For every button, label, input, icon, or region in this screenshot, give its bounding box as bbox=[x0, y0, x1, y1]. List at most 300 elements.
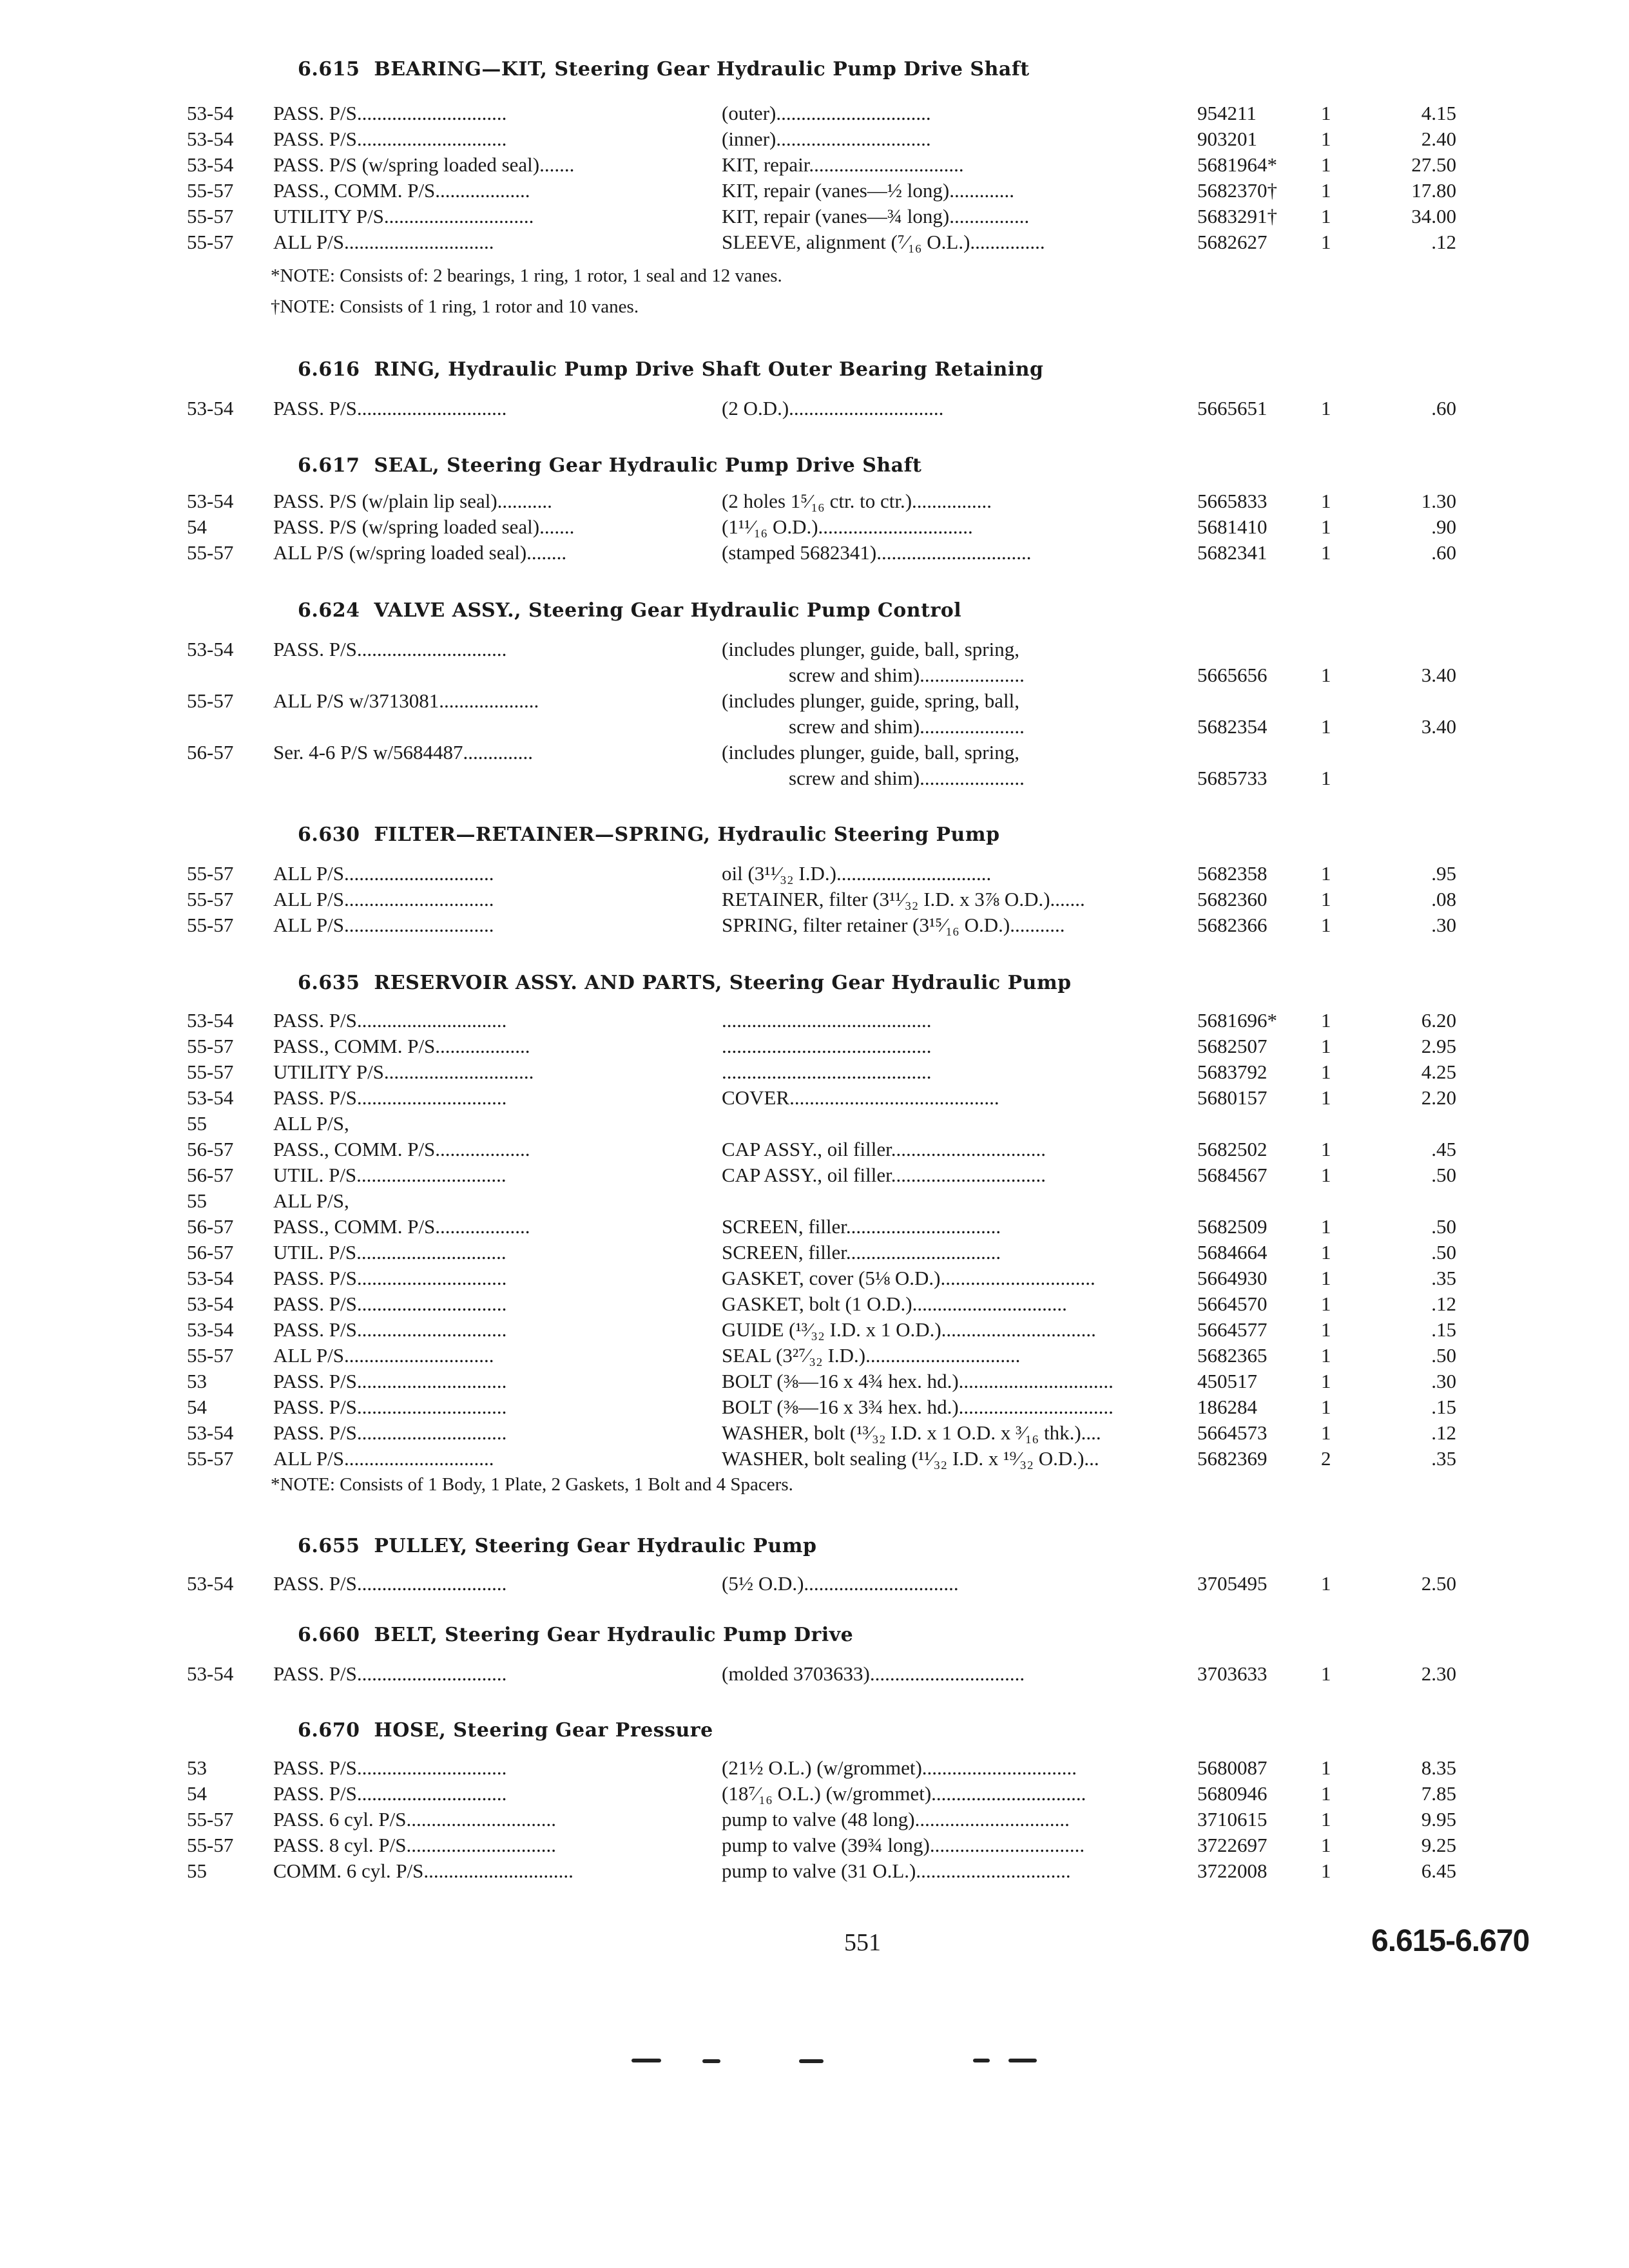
quantity: 1 bbox=[1321, 862, 1331, 885]
quantity: 1 bbox=[1321, 397, 1331, 419]
quantity: 1 bbox=[1321, 1782, 1331, 1805]
table-row bbox=[0, 1396, 1629, 1423]
quantity: 1 bbox=[1321, 1241, 1331, 1264]
model-description: UTILITY P/S.............................. bbox=[273, 205, 534, 227]
table-row bbox=[0, 1138, 1629, 1165]
table-row bbox=[0, 397, 1629, 424]
price: 2.20 bbox=[1421, 1086, 1456, 1109]
part-description: CAP ASSY., oil filler............................... bbox=[722, 1138, 1046, 1160]
quantity: 1 bbox=[1321, 128, 1331, 150]
price: .45 bbox=[1431, 1138, 1456, 1160]
section-heading bbox=[298, 1719, 713, 1742]
part-number: 5685733 bbox=[1197, 767, 1268, 789]
part-number: 3722697 bbox=[1197, 1834, 1268, 1856]
quantity: 1 bbox=[1321, 1009, 1331, 1032]
part-description-continued: screw and shim)..................... bbox=[789, 664, 1025, 686]
section-number: 6.635 bbox=[298, 972, 360, 994]
table-row bbox=[0, 1293, 1629, 1320]
model-year: 53-54 bbox=[187, 128, 234, 150]
model-year: 53 bbox=[187, 1756, 207, 1779]
table-row bbox=[0, 1241, 1629, 1268]
price: 8.35 bbox=[1421, 1756, 1456, 1779]
model-description: PASS. P/S.............................. bbox=[273, 1421, 507, 1444]
part-description: SLEEVE, alignment (⁷⁄₁₆ O.L.)............... bbox=[722, 231, 1045, 253]
section-number: 6.615 bbox=[298, 58, 360, 81]
quantity: 1 bbox=[1321, 1421, 1331, 1444]
model-year: 55 bbox=[187, 1189, 207, 1212]
table-row-continuation bbox=[0, 664, 1629, 691]
quantity: 1 bbox=[1321, 1215, 1331, 1238]
model-year: 54 bbox=[187, 1396, 207, 1418]
section-heading bbox=[298, 972, 1072, 994]
part-number: 3722008 bbox=[1197, 1860, 1268, 1882]
part-number: 5682509 bbox=[1197, 1215, 1268, 1238]
table-row bbox=[0, 102, 1629, 129]
quantity: 1 bbox=[1321, 102, 1331, 124]
model-description: ALL P/S.............................. bbox=[273, 1447, 494, 1470]
part-number: 5682502 bbox=[1197, 1138, 1268, 1160]
price: 3.40 bbox=[1421, 715, 1456, 738]
table-row bbox=[0, 638, 1629, 665]
part-description: (stamped 5682341)............................... bbox=[722, 541, 1032, 564]
part-number: 5664573 bbox=[1197, 1421, 1268, 1444]
part-number: 5683291† bbox=[1197, 205, 1277, 227]
model-description: Ser. 4-6 P/S w/5684487.............. bbox=[273, 741, 534, 764]
section-heading bbox=[298, 1624, 853, 1646]
table-row bbox=[0, 1756, 1629, 1783]
table-row bbox=[0, 862, 1629, 889]
section-title: FILTER—RETAINER—SPRING, Hydraulic Steering Pump bbox=[374, 823, 1000, 846]
part-description: KIT, repair (vanes—¾ long)................ bbox=[722, 205, 1030, 227]
quantity: 1 bbox=[1321, 664, 1331, 686]
model-year: 56-57 bbox=[187, 1138, 234, 1160]
price: .50 bbox=[1431, 1164, 1456, 1186]
table-row bbox=[0, 1344, 1629, 1371]
model-description: PASS. P/S.............................. bbox=[273, 1662, 507, 1685]
table-row bbox=[0, 741, 1629, 768]
quantity: 1 bbox=[1321, 1035, 1331, 1057]
part-description: BOLT (⅜—16 x 4¾ hex. hd.)............................... bbox=[722, 1370, 1113, 1392]
model-description: PASS. P/S (w/spring loaded seal)....... bbox=[273, 515, 575, 538]
quantity: 1 bbox=[1321, 541, 1331, 564]
section-range: 6.615-6.670 bbox=[1371, 1924, 1530, 1958]
model-year: 56-57 bbox=[187, 1164, 234, 1186]
quantity: 1 bbox=[1321, 1138, 1331, 1160]
section-number: 6.630 bbox=[298, 823, 360, 846]
price: 2.40 bbox=[1421, 128, 1456, 150]
model-year: 53-54 bbox=[187, 397, 234, 419]
model-description: PASS. P/S.............................. bbox=[273, 102, 507, 124]
price: 34.00 bbox=[1411, 205, 1456, 227]
part-description: GASKET, bolt (1 O.D.)............................... bbox=[722, 1293, 1067, 1315]
part-description: KIT, repair (vanes—½ long)............. bbox=[722, 179, 1014, 202]
table-row bbox=[0, 541, 1629, 568]
part-number: 5684567 bbox=[1197, 1164, 1268, 1186]
model-year: 55 bbox=[187, 1112, 207, 1135]
part-number: 5665651 bbox=[1197, 397, 1268, 419]
part-number: 5680087 bbox=[1197, 1756, 1268, 1779]
table-row bbox=[0, 1662, 1629, 1689]
model-year: 55-57 bbox=[187, 689, 234, 712]
section-title: HOSE, Steering Gear Pressure bbox=[374, 1719, 713, 1742]
model-year: 53-54 bbox=[187, 1086, 234, 1109]
model-year: 55-57 bbox=[187, 1035, 234, 1057]
part-description: (includes plunger, guide, spring, ball, bbox=[722, 689, 1019, 712]
part-description-continued: screw and shim)..................... bbox=[789, 767, 1025, 789]
part-number: 5682507 bbox=[1197, 1035, 1268, 1057]
quantity: 1 bbox=[1321, 1396, 1331, 1418]
quantity: 1 bbox=[1321, 1662, 1331, 1685]
model-year: 53-54 bbox=[187, 1572, 234, 1595]
part-description: SCREEN, filler............................... bbox=[722, 1215, 1001, 1238]
table-row bbox=[0, 914, 1629, 941]
price: 2.95 bbox=[1421, 1035, 1456, 1057]
part-number: 5682627 bbox=[1197, 231, 1268, 253]
price: .50 bbox=[1431, 1241, 1456, 1264]
model-description: PASS. P/S.............................. bbox=[273, 1572, 507, 1595]
model-year: 54 bbox=[187, 515, 207, 538]
scan-mark bbox=[799, 2059, 824, 2063]
model-year: 53-54 bbox=[187, 638, 234, 660]
table-row bbox=[0, 153, 1629, 180]
model-year: 55-57 bbox=[187, 1834, 234, 1856]
part-number: 450517 bbox=[1197, 1370, 1257, 1392]
model-description: PASS. 6 cyl. P/S.............................. bbox=[273, 1808, 556, 1831]
model-description: PASS. P/S (w/plain lip seal)........... bbox=[273, 490, 552, 512]
table-row bbox=[0, 1086, 1629, 1113]
table-row bbox=[0, 1808, 1629, 1835]
table-row bbox=[0, 1061, 1629, 1088]
price: .35 bbox=[1431, 1267, 1456, 1289]
model-description: PASS. P/S.............................. bbox=[273, 1756, 507, 1779]
model-year: 56-57 bbox=[187, 1241, 234, 1264]
part-description: (18⁷⁄₁₆ O.L.) (w/grommet)............................... bbox=[722, 1782, 1086, 1805]
part-description: pump to valve (31 O.L.)............................... bbox=[722, 1860, 1071, 1882]
part-description: GUIDE (¹³⁄₃₂ I.D. x 1 O.D.)............................... bbox=[722, 1318, 1096, 1341]
table-row bbox=[0, 1860, 1629, 1887]
table-row-continuation bbox=[0, 767, 1629, 794]
table-row bbox=[0, 1189, 1629, 1216]
model-description: UTIL. P/S.............................. bbox=[273, 1164, 506, 1186]
table-row bbox=[0, 1782, 1629, 1809]
table-row bbox=[0, 1035, 1629, 1062]
model-description: PASS. P/S.............................. bbox=[273, 128, 507, 150]
model-description: PASS., COMM. P/S................... bbox=[273, 1138, 530, 1160]
price: 6.20 bbox=[1421, 1009, 1456, 1032]
part-number: 5664570 bbox=[1197, 1293, 1268, 1315]
price: .35 bbox=[1431, 1447, 1456, 1470]
part-number: 5682365 bbox=[1197, 1344, 1268, 1367]
table-row bbox=[0, 1421, 1629, 1448]
part-number: 5680157 bbox=[1197, 1086, 1268, 1109]
model-description: PASS. P/S.............................. bbox=[273, 1267, 507, 1289]
quantity: 1 bbox=[1321, 1756, 1331, 1779]
part-number: 5664930 bbox=[1197, 1267, 1268, 1289]
price: .12 bbox=[1431, 231, 1456, 253]
section-title: BEARING—KIT, Steering Gear Hydraulic Pump Drive Shaft bbox=[374, 58, 1030, 81]
part-description: .......................................... bbox=[722, 1009, 932, 1032]
model-year: 56-57 bbox=[187, 741, 234, 764]
model-description: ALL P/S.............................. bbox=[273, 888, 494, 910]
model-description: PASS. P/S.............................. bbox=[273, 1009, 507, 1032]
model-year: 55-57 bbox=[187, 888, 234, 910]
model-description: PASS. P/S.............................. bbox=[273, 638, 507, 660]
price: .15 bbox=[1431, 1396, 1456, 1418]
section-title: RESERVOIR ASSY. AND PARTS, Steering Gear Hydraulic Pump bbox=[374, 972, 1072, 994]
price: .95 bbox=[1431, 862, 1456, 885]
part-number: 5665656 bbox=[1197, 664, 1268, 686]
price: .12 bbox=[1431, 1421, 1456, 1444]
part-number: 5664577 bbox=[1197, 1318, 1268, 1341]
footnote: †NOTE: Consists of 1 ring, 1 rotor and 10 vanes. bbox=[271, 296, 639, 317]
part-number: 5682358 bbox=[1197, 862, 1268, 885]
section-heading bbox=[298, 358, 1043, 381]
quantity: 1 bbox=[1321, 179, 1331, 202]
part-description: (inner)............................... bbox=[722, 128, 931, 150]
model-description: PASS. P/S.............................. bbox=[273, 1396, 507, 1418]
quantity: 1 bbox=[1321, 515, 1331, 538]
price: .15 bbox=[1431, 1318, 1456, 1341]
part-description: SCREEN, filler............................... bbox=[722, 1241, 1001, 1264]
part-number: 954211 bbox=[1197, 102, 1257, 124]
section-number: 6.655 bbox=[298, 1535, 360, 1557]
model-description: PASS. P/S.............................. bbox=[273, 1782, 507, 1805]
quantity: 1 bbox=[1321, 914, 1331, 936]
model-year: 55-57 bbox=[187, 1061, 234, 1083]
quantity: 1 bbox=[1321, 490, 1331, 512]
model-description: PASS., COMM. P/S................... bbox=[273, 179, 530, 202]
table-row bbox=[0, 1318, 1629, 1345]
quantity: 1 bbox=[1321, 1572, 1331, 1595]
scan-mark bbox=[631, 2059, 661, 2062]
model-year: 55-57 bbox=[187, 231, 234, 253]
part-description: (5½ O.D.)............................... bbox=[722, 1572, 959, 1595]
price: 27.50 bbox=[1411, 153, 1456, 176]
section-title: PULLEY, Steering Gear Hydraulic Pump bbox=[374, 1535, 817, 1557]
scan-mark bbox=[1008, 2059, 1037, 2062]
section-number: 6.670 bbox=[298, 1719, 360, 1742]
part-number: 5682366 bbox=[1197, 914, 1268, 936]
footnote: *NOTE: Consists of: 2 bearings, 1 ring, 1 rotor, 1 seal and 12 vanes. bbox=[271, 265, 782, 286]
price: .12 bbox=[1431, 1293, 1456, 1315]
part-description: (includes plunger, guide, ball, spring, bbox=[722, 638, 1019, 660]
model-year: 56-57 bbox=[187, 1215, 234, 1238]
model-description: PASS. P/S.............................. bbox=[273, 1318, 507, 1341]
part-description: COVER.......................................... bbox=[722, 1086, 999, 1109]
price: 3.40 bbox=[1421, 664, 1456, 686]
model-year: 55-57 bbox=[187, 914, 234, 936]
price: .08 bbox=[1431, 888, 1456, 910]
model-description: ALL P/S.............................. bbox=[273, 231, 494, 253]
price: 9.25 bbox=[1421, 1834, 1456, 1856]
table-row bbox=[0, 1267, 1629, 1294]
price: 2.30 bbox=[1421, 1662, 1456, 1685]
price: .60 bbox=[1431, 397, 1456, 419]
table-row bbox=[0, 1215, 1629, 1242]
table-row bbox=[0, 1447, 1629, 1474]
quantity: 1 bbox=[1321, 1344, 1331, 1367]
section-heading bbox=[298, 58, 1030, 81]
part-description: (molded 3703633)............................... bbox=[722, 1662, 1025, 1685]
model-description: PASS. P/S.............................. bbox=[273, 397, 507, 419]
part-description: (21½ O.L.) (w/grommet)............................... bbox=[722, 1756, 1077, 1779]
section-title: RING, Hydraulic Pump Drive Shaft Outer Bearing Retaining bbox=[374, 358, 1044, 381]
part-number: 3705495 bbox=[1197, 1572, 1268, 1595]
model-year: 53-54 bbox=[187, 102, 234, 124]
part-number: 903201 bbox=[1197, 128, 1257, 150]
part-description: oil (3¹¹⁄₃₂ I.D.)............................... bbox=[722, 862, 992, 885]
part-number: 5682370† bbox=[1197, 179, 1277, 202]
model-description: PASS. P/S (w/spring loaded seal)....... bbox=[273, 153, 575, 176]
model-year: 53-54 bbox=[187, 1293, 234, 1315]
model-description: ALL P/S w/3713081.................... bbox=[273, 689, 539, 712]
model-year: 55 bbox=[187, 1860, 207, 1882]
model-year: 55-57 bbox=[187, 1808, 234, 1831]
part-description: pump to valve (48 long)............................... bbox=[722, 1808, 1070, 1831]
quantity: 1 bbox=[1321, 1086, 1331, 1109]
part-description: pump to valve (39¾ long)............................... bbox=[722, 1834, 1085, 1856]
model-description: PASS. P/S.............................. bbox=[273, 1086, 507, 1109]
quantity: 1 bbox=[1321, 1834, 1331, 1856]
model-year: 53-54 bbox=[187, 1318, 234, 1341]
price: 6.45 bbox=[1421, 1860, 1456, 1882]
model-year: 55-57 bbox=[187, 179, 234, 202]
section-number: 6.624 bbox=[298, 599, 360, 622]
price: 9.95 bbox=[1421, 1808, 1456, 1831]
table-row bbox=[0, 128, 1629, 155]
quantity: 1 bbox=[1321, 231, 1331, 253]
section-heading bbox=[298, 823, 1000, 846]
table-row bbox=[0, 515, 1629, 543]
table-row bbox=[0, 1370, 1629, 1397]
section-heading bbox=[298, 1535, 816, 1557]
table-row bbox=[0, 490, 1629, 517]
section-number: 6.617 bbox=[298, 454, 360, 477]
part-description: CAP ASSY., oil filler............................... bbox=[722, 1164, 1046, 1186]
model-description: COMM. 6 cyl. P/S.............................. bbox=[273, 1860, 574, 1882]
model-description: PASS., COMM. P/S................... bbox=[273, 1035, 530, 1057]
price: .50 bbox=[1431, 1344, 1456, 1367]
part-number: 5682360 bbox=[1197, 888, 1268, 910]
model-year: 55-57 bbox=[187, 862, 234, 885]
part-description: SEAL (3²⁷⁄₃₂ I.D.)............................... bbox=[722, 1344, 1021, 1367]
quantity: 1 bbox=[1321, 1808, 1331, 1831]
quantity: 1 bbox=[1321, 767, 1331, 789]
model-year: 53-54 bbox=[187, 490, 234, 512]
section-number: 6.616 bbox=[298, 358, 360, 381]
quantity: 1 bbox=[1321, 205, 1331, 227]
price: 17.80 bbox=[1411, 179, 1456, 202]
section-heading bbox=[298, 599, 961, 622]
quantity: 1 bbox=[1321, 1318, 1331, 1341]
part-description: (1¹¹⁄₁₆ O.D.)............................... bbox=[722, 515, 973, 538]
quantity: 1 bbox=[1321, 1860, 1331, 1882]
model-description: ALL P/S.............................. bbox=[273, 862, 494, 885]
part-number: 186284 bbox=[1197, 1396, 1257, 1418]
model-description: ALL P/S (w/spring loaded seal)........ bbox=[273, 541, 567, 564]
part-number: 3710615 bbox=[1197, 1808, 1268, 1831]
scan-mark bbox=[973, 2059, 990, 2062]
model-description: UTILITY P/S.............................. bbox=[273, 1061, 534, 1083]
quantity: 1 bbox=[1321, 715, 1331, 738]
table-row bbox=[0, 888, 1629, 915]
scan-mark bbox=[702, 2059, 720, 2063]
part-description: KIT, repair............................... bbox=[722, 153, 964, 176]
part-number: 3703633 bbox=[1197, 1662, 1268, 1685]
model-description: PASS. P/S.............................. bbox=[273, 1370, 507, 1392]
part-description: .......................................... bbox=[722, 1061, 932, 1083]
quantity: 1 bbox=[1321, 1293, 1331, 1315]
part-description: GASKET, cover (5⅛ O.D.)............................... bbox=[722, 1267, 1095, 1289]
part-description: .......................................... bbox=[722, 1035, 932, 1057]
part-number: 5665833 bbox=[1197, 490, 1268, 512]
quantity: 1 bbox=[1321, 1267, 1331, 1289]
part-number: 5684664 bbox=[1197, 1241, 1268, 1264]
model-year: 55-57 bbox=[187, 1447, 234, 1470]
quantity: 1 bbox=[1321, 1164, 1331, 1186]
section-number: 6.660 bbox=[298, 1624, 360, 1646]
quantity: 1 bbox=[1321, 1370, 1331, 1392]
model-year: 53-54 bbox=[187, 1267, 234, 1289]
price: 7.85 bbox=[1421, 1782, 1456, 1805]
part-description: RETAINER, filter (3¹¹⁄₃₂ I.D. x 3⅞ O.D.)....... bbox=[722, 888, 1085, 910]
model-description: UTIL. P/S.............................. bbox=[273, 1241, 506, 1264]
part-description: (2 holes 1⁵⁄₁₆ ctr. to ctr.)................ bbox=[722, 490, 992, 512]
part-number: 5681964* bbox=[1197, 153, 1277, 176]
part-number: 5681696* bbox=[1197, 1009, 1277, 1032]
part-description-continued: screw and shim)..................... bbox=[789, 715, 1025, 738]
model-year: 54 bbox=[187, 1782, 207, 1805]
model-description: PASS. 8 cyl. P/S.............................. bbox=[273, 1834, 556, 1856]
model-year: 53-54 bbox=[187, 1662, 234, 1685]
part-description: SPRING, filter retainer (3¹⁵⁄₁₆ O.D.)........... bbox=[722, 914, 1065, 936]
part-number: 5682354 bbox=[1197, 715, 1268, 738]
model-description: ALL P/S.............................. bbox=[273, 1344, 494, 1367]
price: 4.15 bbox=[1421, 102, 1456, 124]
quantity: 1 bbox=[1321, 1061, 1331, 1083]
table-row bbox=[0, 1009, 1629, 1036]
section-title: SEAL, Steering Gear Hydraulic Pump Drive Shaft bbox=[374, 454, 922, 477]
model-description: ALL P/S, bbox=[273, 1189, 349, 1212]
part-description: (outer)............................... bbox=[722, 102, 931, 124]
table-row bbox=[0, 1834, 1629, 1861]
table-row bbox=[0, 231, 1629, 258]
model-year: 53-54 bbox=[187, 1421, 234, 1444]
part-number: 5683792 bbox=[1197, 1061, 1268, 1083]
table-row-continuation bbox=[0, 715, 1629, 742]
page-number: 551 bbox=[844, 1929, 881, 1956]
model-description: PASS., COMM. P/S................... bbox=[273, 1215, 530, 1238]
model-description: ALL P/S, bbox=[273, 1112, 349, 1135]
model-year: 53 bbox=[187, 1370, 207, 1392]
model-year: 53-54 bbox=[187, 1009, 234, 1032]
section-heading bbox=[298, 454, 921, 477]
part-description: (includes plunger, guide, ball, spring, bbox=[722, 741, 1019, 764]
section-title: VALVE ASSY., Steering Gear Hydraulic Pump Control bbox=[374, 599, 962, 622]
table-row bbox=[0, 179, 1629, 206]
part-description: BOLT (⅜—16 x 3¾ hex. hd.)............................... bbox=[722, 1396, 1113, 1418]
part-number: 5680946 bbox=[1197, 1782, 1268, 1805]
table-row bbox=[0, 1164, 1629, 1191]
table-row bbox=[0, 689, 1629, 716]
part-description: (2 O.D.)............................... bbox=[722, 397, 944, 419]
price: .90 bbox=[1431, 515, 1456, 538]
part-description: WASHER, bolt (¹³⁄₃₂ I.D. x 1 O.D. x ³⁄₁₆ thk.).... bbox=[722, 1421, 1101, 1444]
model-year: 55-57 bbox=[187, 205, 234, 227]
quantity: 1 bbox=[1321, 888, 1331, 910]
table-row bbox=[0, 1572, 1629, 1599]
part-description: WASHER, bolt sealing (¹¹⁄₃₂ I.D. x ¹⁹⁄₃₂ O.D.)... bbox=[722, 1447, 1099, 1470]
